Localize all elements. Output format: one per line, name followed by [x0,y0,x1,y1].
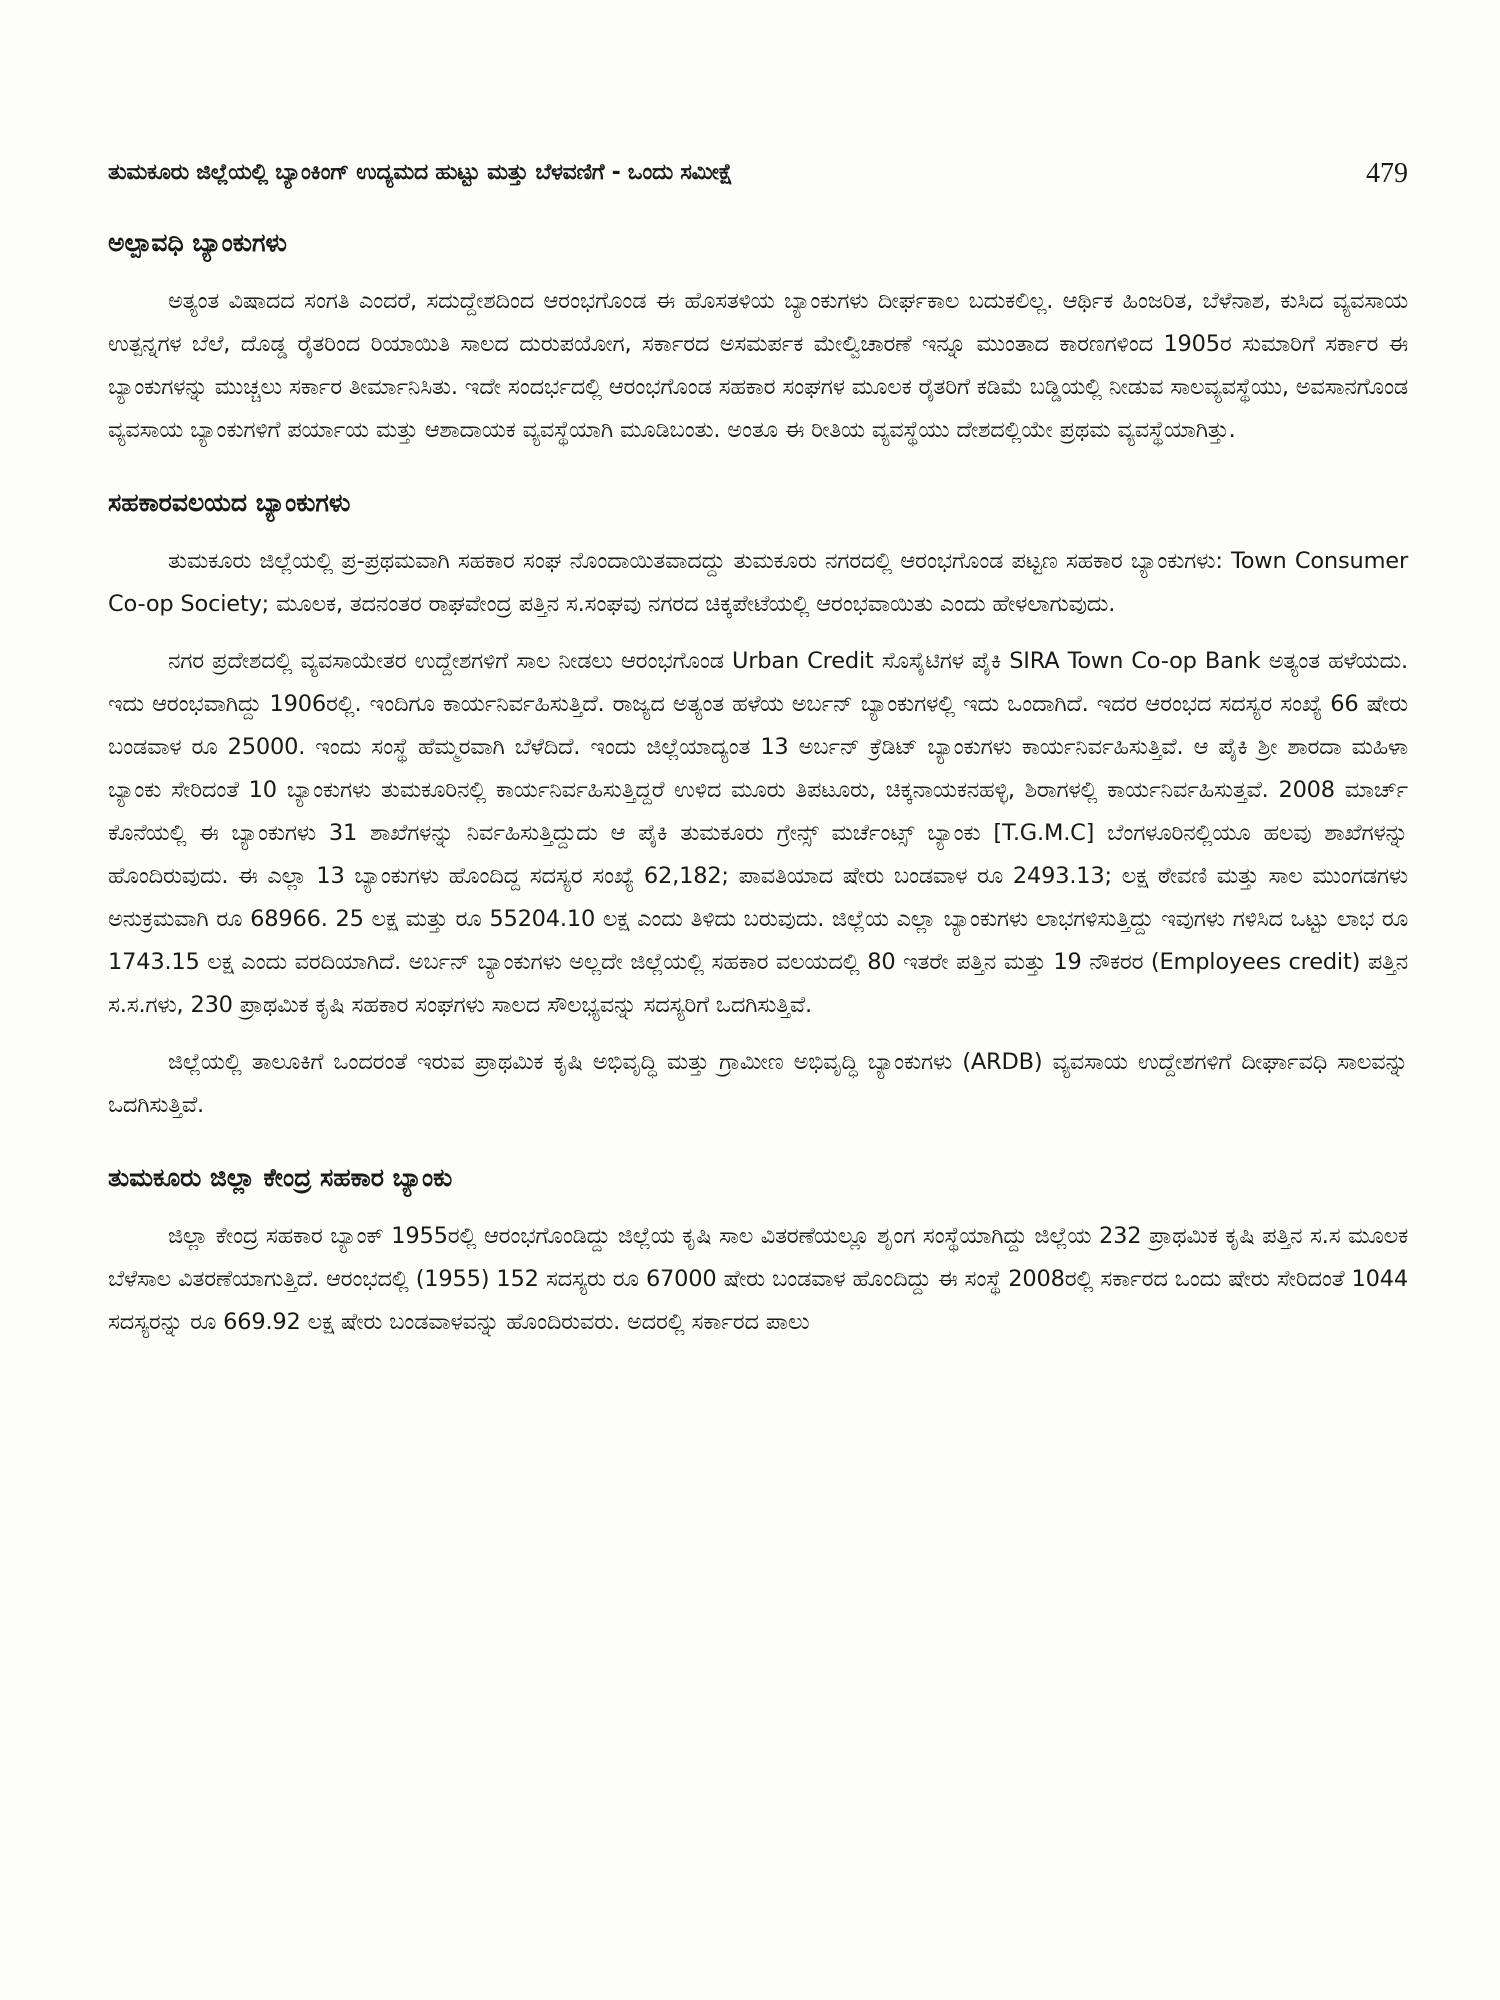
section-heading: ತುಮಕೂರು ಜಿಲ್ಲಾ ಕೇಂದ್ರ ಸಹಕಾರ ಬ್ಯಾಂಕು [108,1163,453,1192]
running-title: ತುಮಕೂರು ಜಿಲ್ಲೆಯಲ್ಲಿ ಬ್ಯಾಂಕಿಂಗ್ ಉದ್ಯಮದ ಹುಟ್ಟು ಮತ್ತು ಬೆಳವಣಿಗೆ - ಒಂದು ಸಮೀಕ್ಷೆ [108,160,733,185]
paragraph: ನಗರ ಪ್ರದೇಶದಲ್ಲಿ ವ್ಯವಸಾಯೇತರ ಉದ್ದೇಶಗಳಿಗೆ ಸಾಲ ನೀಡಲು ಆರಂಭಗೊಂಡ Urban Credit ಸೊಸೈಟಿಗಳ ಪೈಕಿ SIRA Town Co-op Bank ಅತ್ಯಂತ ಹಳೆಯದು. ಇದು ಆರಂಭವಾಗಿದ್ದು 1906ರಲ್ಲಿ. ಇಂದಿಗೂ ಕಾರ್ಯನಿರ್ವಹಿಸುತ್ತಿದೆ. ರಾಜ್ಯದ ಅತ್ಯಂತ ಹಳೆಯ ಅರ್ಬನ್ ಬ್ಯಾಂಕುಗಳಲ್ಲಿ ಇದು ಒಂದಾಗಿದೆ. ಇದರ ಆರಂಭದ ಸದಸ್ಯರ ಸಂಖ್ಯೆ 66 ಷೇರು ಬಂಡವಾಳ ರೂ 25000. ಇಂದು ಸಂಸ್ಥೆ ಹೆಮ್ಮರವಾಗಿ ಬೆಳೆದಿದೆ. ಇಂದು ಜಿಲ್ಲೆಯಾದ್ಯಂತ 13 ಅರ್ಬನ್ ಕ್ರೆಡಿಟ್ ಬ್ಯಾಂಕುಗಳು ಕಾರ್ಯನಿರ್ವಹಿಸುತ್ತಿವೆ. ಆ ಪೈಕಿ ಶ್ರೀ ಶಾರದಾ ಮಹಿಳಾ ಬ್ಯಾಂಕು ಸೇರಿದಂತೆ 10 ಬ್ಯಾಂಕುಗಳು ತುಮಕೂರಿನಲ್ಲಿ ಕಾರ್ಯನಿರ್ವಹಿಸುತ್ತಿದ್ದರೆ ಉಳಿದ ಮೂರು ತಿಪಟೂರು, ಚಿಕ್ಕನಾಯಕನಹಳ್ಳಿ, ಶಿರಾಗಳಲ್ಲಿ ಕಾರ್ಯನಿರ್ವಹಿಸುತ್ತವೆ. 2008 ಮಾರ್ಚ್ ಕೊನೆಯಲ್ಲಿ ಈ ಬ್ಯಾಂಕುಗಳು 31 ಶಾಖೆಗಳನ್ನು ನಿರ್ವಹಿಸುತ್ತಿದ್ದುದು ಆ ಪೈಕಿ ತುಮಕೂರು ಗ್ರೇನ್ಸ್ ಮರ್ಚೆಂಟ್ಸ್ ಬ್ಯಾಂಕು [T.G.M.C] ಬೆಂಗಳೂರಿನಲ್ಲಿಯೂ ಹಲವು ಶಾಖೆಗಳನ್ನು ಹೊಂದಿರುವುದು. ಈ ಎಲ್ಲಾ 13 ಬ್ಯಾಂಕುಗಳು ಹೊಂದಿದ್ದ ಸದಸ್ಯರ ಸಂಖ್ಯೆ 62,182; ಪಾವತಿಯಾದ ಷೇರು ಬಂಡವಾಳ ರೂ 2493.13; ಲಕ್ಷ ಠೇವಣಿ ಮತ್ತು ಸಾಲ ಮುಂಗಡಗಳು ಅನುಕ್ರಮವಾಗಿ ರೂ 68966. 25 ಲಕ್ಷ ಮತ್ತು ರೂ 55204.10 ಲಕ್ಷ ಎಂದು ತಿಳಿದು ಬರುವುದು. ಜಿಲ್ಲೆಯ ಎಲ್ಲಾ ಬ್ಯಾಂಕುಗಳು ಲಾಭಗಳಿಸುತ್ತಿದ್ದು ಇವುಗಳು ಗಳಿಸಿದ ಒಟ್ಟು ಲಾಭ ರೂ 1743.15 ಲಕ್ಷ ಎಂದು ವರದಿಯಾಗಿದೆ. ಅರ್ಬನ್ ಬ್ಯಾಂಕುಗಳು ಅಲ್ಲದೇ ಜಿಲ್ಲೆಯಲ್ಲಿ ಸಹಕಾರ ವಲಯದಲ್ಲಿ 80 ಇತರೇ ಪತ್ತಿನ ಮತ್ತು 19 ನೌಕರರ (Employees credit) ಪತ್ತಿನ ಸ.ಸ.ಗಳು, 230 ಪ್ರಾಥಮಿಕ ಕೃಷಿ ಸಹಕಾರ ಸಂಘಗಳು ಸಾಲದ ಸೌಲಭ್ಯವನ್ನು ಸದಸ್ಯರಿಗೆ ಒದಗಿಸುತ್ತಿವೆ. [108,648,1408,1018]
paragraph: ತುಮಕೂರು ಜಿಲ್ಲೆಯಲ್ಲಿ ಪ್ರ-ಪ್ರಥಮವಾಗಿ ಸಹಕಾರ ಸಂಘ ನೊಂದಾಯಿತವಾದದ್ದು ತುಮಕೂರು ನಗರದಲ್ಲಿ ಆರಂಭಗೊಂಡ ಪಟ್ಟಣ ಸಹಕಾರ ಬ್ಯಾಂಕುಗಳು: Town Consumer Co-op Society; ಮೂಲಕ, ತದನಂತರ ರಾಘವೇಂದ್ರ ಪತ್ತಿನ ಸ.ಸಂಘವು ನಗರದ ಚಿಕ್ಕಪೇಟೆಯಲ್ಲಿ ಆರಂಭವಾಯಿತು ಎಂದು ಹೇಳಲಾಗುವುದು. [108,548,1408,617]
section-cooperative-sector-banks [108,478,1408,1127]
page-number: 479 [1366,158,1408,189]
running-header [108,160,1408,200]
section-heading: ಅಲ್ಪಾವಧಿ ಬ್ಯಾಂಕುಗಳು [108,228,288,257]
section-district-central-cooperative-bank [108,1153,1408,1344]
section-short-term-banks [108,218,1408,452]
paragraph: ಅತ್ಯಂತ ವಿಷಾದದ ಸಂಗತಿ ಎಂದರೆ, ಸದುದ್ದೇಶದಿಂದ ಆರಂಭಗೊಂಡ ಈ ಹೊಸತಳಿಯ ಬ್ಯಾಂಕುಗಳು ದೀರ್ಘಕಾಲ ಬದುಕಲಿಲ್ಲ. ಆರ್ಥಿಕ ಹಿಂಜರಿತ, ಬೆಳೆನಾಶ, ಕುಸಿದ ವ್ಯವಸಾಯ ಉತ್ಪನ್ನಗಳ ಬೆಲೆ, ದೊಡ್ಡ ರೈತರಿಂದ ರಿಯಾಯಿತಿ ಸಾಲದ ದುರುಪಯೋಗ, ಸರ್ಕಾರದ ಅಸಮರ್ಪಕ ಮೇಲ್ವಿಚಾರಣೆ ಇನ್ನೂ ಮುಂತಾದ ಕಾರಣಗಳಿಂದ 1905ರ ಸುಮಾರಿಗೆ ಸರ್ಕಾರ ಈ ಬ್ಯಾಂಕುಗಳನ್ನು ಮುಚ್ಚಲು ಸರ್ಕಾರ ತೀರ್ಮಾನಿಸಿತು. ಇದೇ ಸಂದರ್ಭದಲ್ಲಿ ಆರಂಭಗೊಂಡ ಸಹಕಾರ ಸಂಘಗಳ ಮೂಲಕ ರೈತರಿಗೆ ಕಡಿಮೆ ಬಡ್ಡಿಯಲ್ಲಿ ನೀಡುವ ಸಾಲವ್ಯವಸ್ಥೆಯು, ಅವಸಾನಗೊಂಡ ವ್ಯವಸಾಯ ಬ್ಯಾಂಕುಗಳಿಗೆ ಪರ್ಯಾಯ ಮತ್ತು ಆಶಾದಾಯಕ ವ್ಯವಸ್ಥೆಯಾಗಿ ಮೂಡಿಬಂತು. ಅಂತೂ ಈ ರೀತಿಯ ವ್ಯವಸ್ಥೆಯು ದೇಶದಲ್ಲಿಯೇ ಪ್ರಥಮ ವ್ಯವಸ್ಥೆಯಾಗಿತ್ತು. [108,288,1409,443]
page-body [108,218,1408,1344]
section-heading: ಸಹಕಾರವಲಯದ ಬ್ಯಾಂಕುಗಳು [108,488,351,517]
paragraph: ಜಿಲ್ಲಾ ಕೇಂದ್ರ ಸಹಕಾರ ಬ್ಯಾಂಕ್ 1955ರಲ್ಲಿ ಆರಂಭಗೊಂಡಿದ್ದು ಜಿಲ್ಲೆಯ ಕೃಷಿ ಸಾಲ ವಿತರಣೆಯಲ್ಲೂ ಶೃಂಗ ಸಂಸ್ಥೆಯಾಗಿದ್ದು ಜಿಲ್ಲೆಯ 232 ಪ್ರಾಥಮಿಕ ಕೃಷಿ ಪತ್ತಿನ ಸ.ಸ ಮೂಲಕ ಬೆಳೆಸಾಲ ವಿತರಣೆಯಾಗುತ್ತಿದೆ. ಆರಂಭದಲ್ಲಿ (1955) 152 ಸದಸ್ಯರು ರೂ 67000 ಷೇರು ಬಂಡವಾಳ ಹೊಂದಿದ್ದು ಈ ಸಂಸ್ಥೆ 2008ರಲ್ಲಿ ಸರ್ಕಾರದ ಒಂದು ಷೇರು ಸೇರಿದಂತೆ 1044 ಸದಸ್ಯರನ್ನು ರೂ 669.92 ಲಕ್ಷ ಷೇರು ಬಂಡವಾಳವನ್ನು ಹೊಂದಿರುವರು. ಅದರಲ್ಲಿ ಸರ್ಕಾರದ ಪಾಲು [108,1223,1408,1335]
paragraph: ಜಿಲ್ಲೆಯಲ್ಲಿ ತಾಲೂಕಿಗೆ ಒಂದರಂತೆ ಇರುವ ಪ್ರಾಥಮಿಕ ಕೃಷಿ ಅಭಿವೃದ್ಧಿ ಮತ್ತು ಗ್ರಾಮೀಣ ಅಭಿವೃದ್ಧಿ ಬ್ಯಾಂಕುಗಳು (ARDB) ವ್ಯವಸಾಯ ಉದ್ದೇಶಗಳಿಗೆ ದೀರ್ಘಾವಧಿ ಸಾಲವನ್ನು ಒದಗಿಸುತ್ತಿವೆ. [108,1049,1408,1118]
